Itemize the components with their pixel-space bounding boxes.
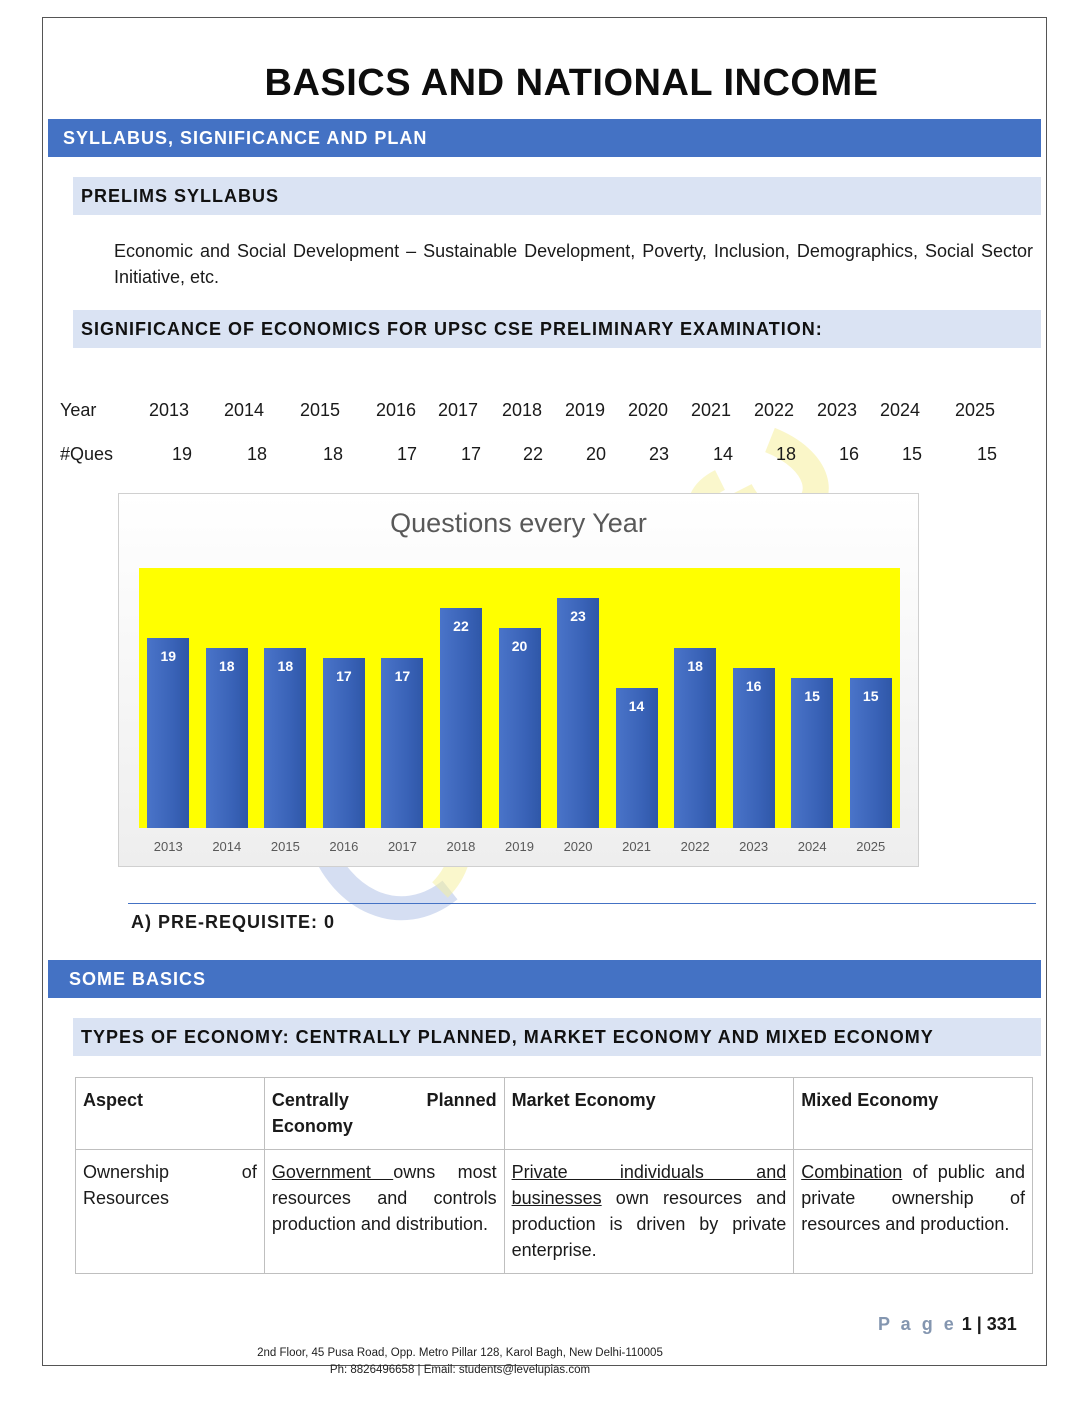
header-cell: Market Economy [504,1078,794,1150]
bar-value-label: 14 [628,698,645,714]
section-header-syllabus: SYLLABUS, SIGNIFICANCE AND PLAN [48,119,1041,157]
table-cell [504,1150,794,1274]
x-tick-label: 2014 [212,839,242,854]
year-cell: 2021 [691,400,732,420]
year-cell: 2019 [565,400,606,420]
ques-cell: 22 [523,444,544,464]
subsection-prelims-syllabus: PRELIMS SYLLABUS [73,177,1041,215]
bar-value-label: 15 [804,688,820,704]
ques-cell: 18 [247,444,268,464]
bar-value-label: 18 [219,658,235,674]
subsection-types-of-economy: TYPES OF ECONOMY: CENTRALLY PLANNED, MARKET ECONOMY AND MIXED ECONOMY [73,1018,1041,1056]
year-cell: 2014 [224,400,265,420]
table-cell [794,1150,1033,1274]
year-cell: 2025 [955,400,996,420]
header-cell: Centrally Planned Economy [264,1078,504,1150]
ques-cell: 15 [902,444,923,464]
year-cell: 2018 [502,400,543,420]
footer-address: 2nd Floor, 45 Pusa Road, Opp. Metro Pillar 128, Karol Bagh, New Delhi-110005 [257,1347,663,1359]
ques-cell: 17 [461,444,482,464]
bar-2014 [206,648,248,828]
cell-text: own resources and production is driven by private enterprise. [511,1188,787,1260]
bar-2022 [674,648,716,828]
ques-cell: 16 [839,444,860,464]
year-cell: 2020 [628,400,669,420]
year-cell: 2015 [300,400,341,420]
bar-value-label: 16 [745,678,762,694]
bar-2015 [264,648,306,828]
header-cell: Aspect [76,1078,265,1150]
x-tick-label: 2017 [387,839,417,854]
x-tick-label: 2015 [270,839,300,854]
bar-value-label: 20 [511,638,528,654]
table-cell [264,1150,504,1274]
section-header-some-basics: SOME BASICS [48,960,1041,998]
year-cell: 2024 [880,400,921,420]
bar-2018 [440,608,482,828]
x-tick-label: 2024 [797,839,827,854]
bar-value-label: 18 [687,658,703,674]
syllabus-text: Economic and Social Development – Sustainable Development, Poverty, Inclusion, Demographics, Social Sector Initiative, etc. [114,241,1033,287]
x-tick-label: 2013 [153,839,183,854]
x-tick-label: 2021 [622,839,652,854]
x-tick-label: 2023 [739,839,769,854]
year-label: Year [60,400,97,420]
ques-cell: 19 [172,444,193,464]
page-count: 1 | 331 [961,1314,1017,1334]
x-tick-label: 2018 [446,839,476,854]
bar-2020 [557,598,599,828]
plot-area [139,568,900,828]
x-tick-label: 2016 [329,839,359,854]
bar-value-label: 15 [862,688,879,704]
ques-cell: 23 [649,444,670,464]
table-row [76,1150,1033,1274]
year-cell: 2017 [438,400,479,420]
cell-text: owns most resources and controls production and distribution. [271,1162,497,1234]
bar-2019 [499,628,541,828]
divider-line [128,903,1036,904]
page-label: P a g e [878,1314,957,1334]
year-cell: 2022 [754,400,795,420]
footer-contact: Ph: 8826496658 | Email: students@levelupias.com [329,1364,591,1376]
ques-cell: 14 [713,444,734,464]
x-tick-label: 2025 [856,839,886,854]
chart-title: Questions every Year [390,508,647,538]
underlined-text: Private individuals and businesses [511,1162,787,1208]
bar-value-label: 22 [453,618,469,634]
x-tick-label: 2020 [563,839,593,854]
aspect-cell: Ownership of Resources [76,1150,265,1274]
year-cell: 2023 [817,400,858,420]
header-cell: Mixed Economy [794,1078,1033,1150]
x-tick-label: 2019 [505,839,534,854]
ques-cell: 15 [977,444,998,464]
bar-value-label: 23 [570,608,586,624]
underlined-text: Combination [801,1162,903,1182]
bar-value-label: 17 [394,668,411,684]
ques-cell: 20 [586,444,607,464]
subsection-significance: SIGNIFICANCE OF ECONOMICS FOR UPSC CSE PRELIMINARY EXAMINATION: [73,310,1041,348]
bar-value-label: 18 [277,658,294,674]
bar-value-label: 17 [336,668,352,684]
page-title: BASICS AND NATIONAL INCOME [264,62,879,104]
page-number [878,1314,1017,1335]
cell-text: of public and private ownership of resources and production. [801,1162,1025,1234]
bar-chart [118,493,919,867]
economy-comparison-table [75,1077,1033,1274]
x-tick-label: 2022 [680,839,710,854]
underlined-text: Government [271,1162,394,1182]
ques-cell: 17 [397,444,418,464]
table-header-row [76,1078,1033,1150]
bar-value-label: 19 [160,648,177,664]
year-cell: 2013 [149,400,190,420]
ques-cell: 18 [776,444,797,464]
ques-label: #Ques [60,444,114,464]
ques-cell: 18 [323,444,344,464]
prerequisite-heading: A) PRE-REQUISITE: 0 [131,912,336,932]
bar-2013 [147,638,189,828]
year-cell: 2016 [376,400,417,420]
